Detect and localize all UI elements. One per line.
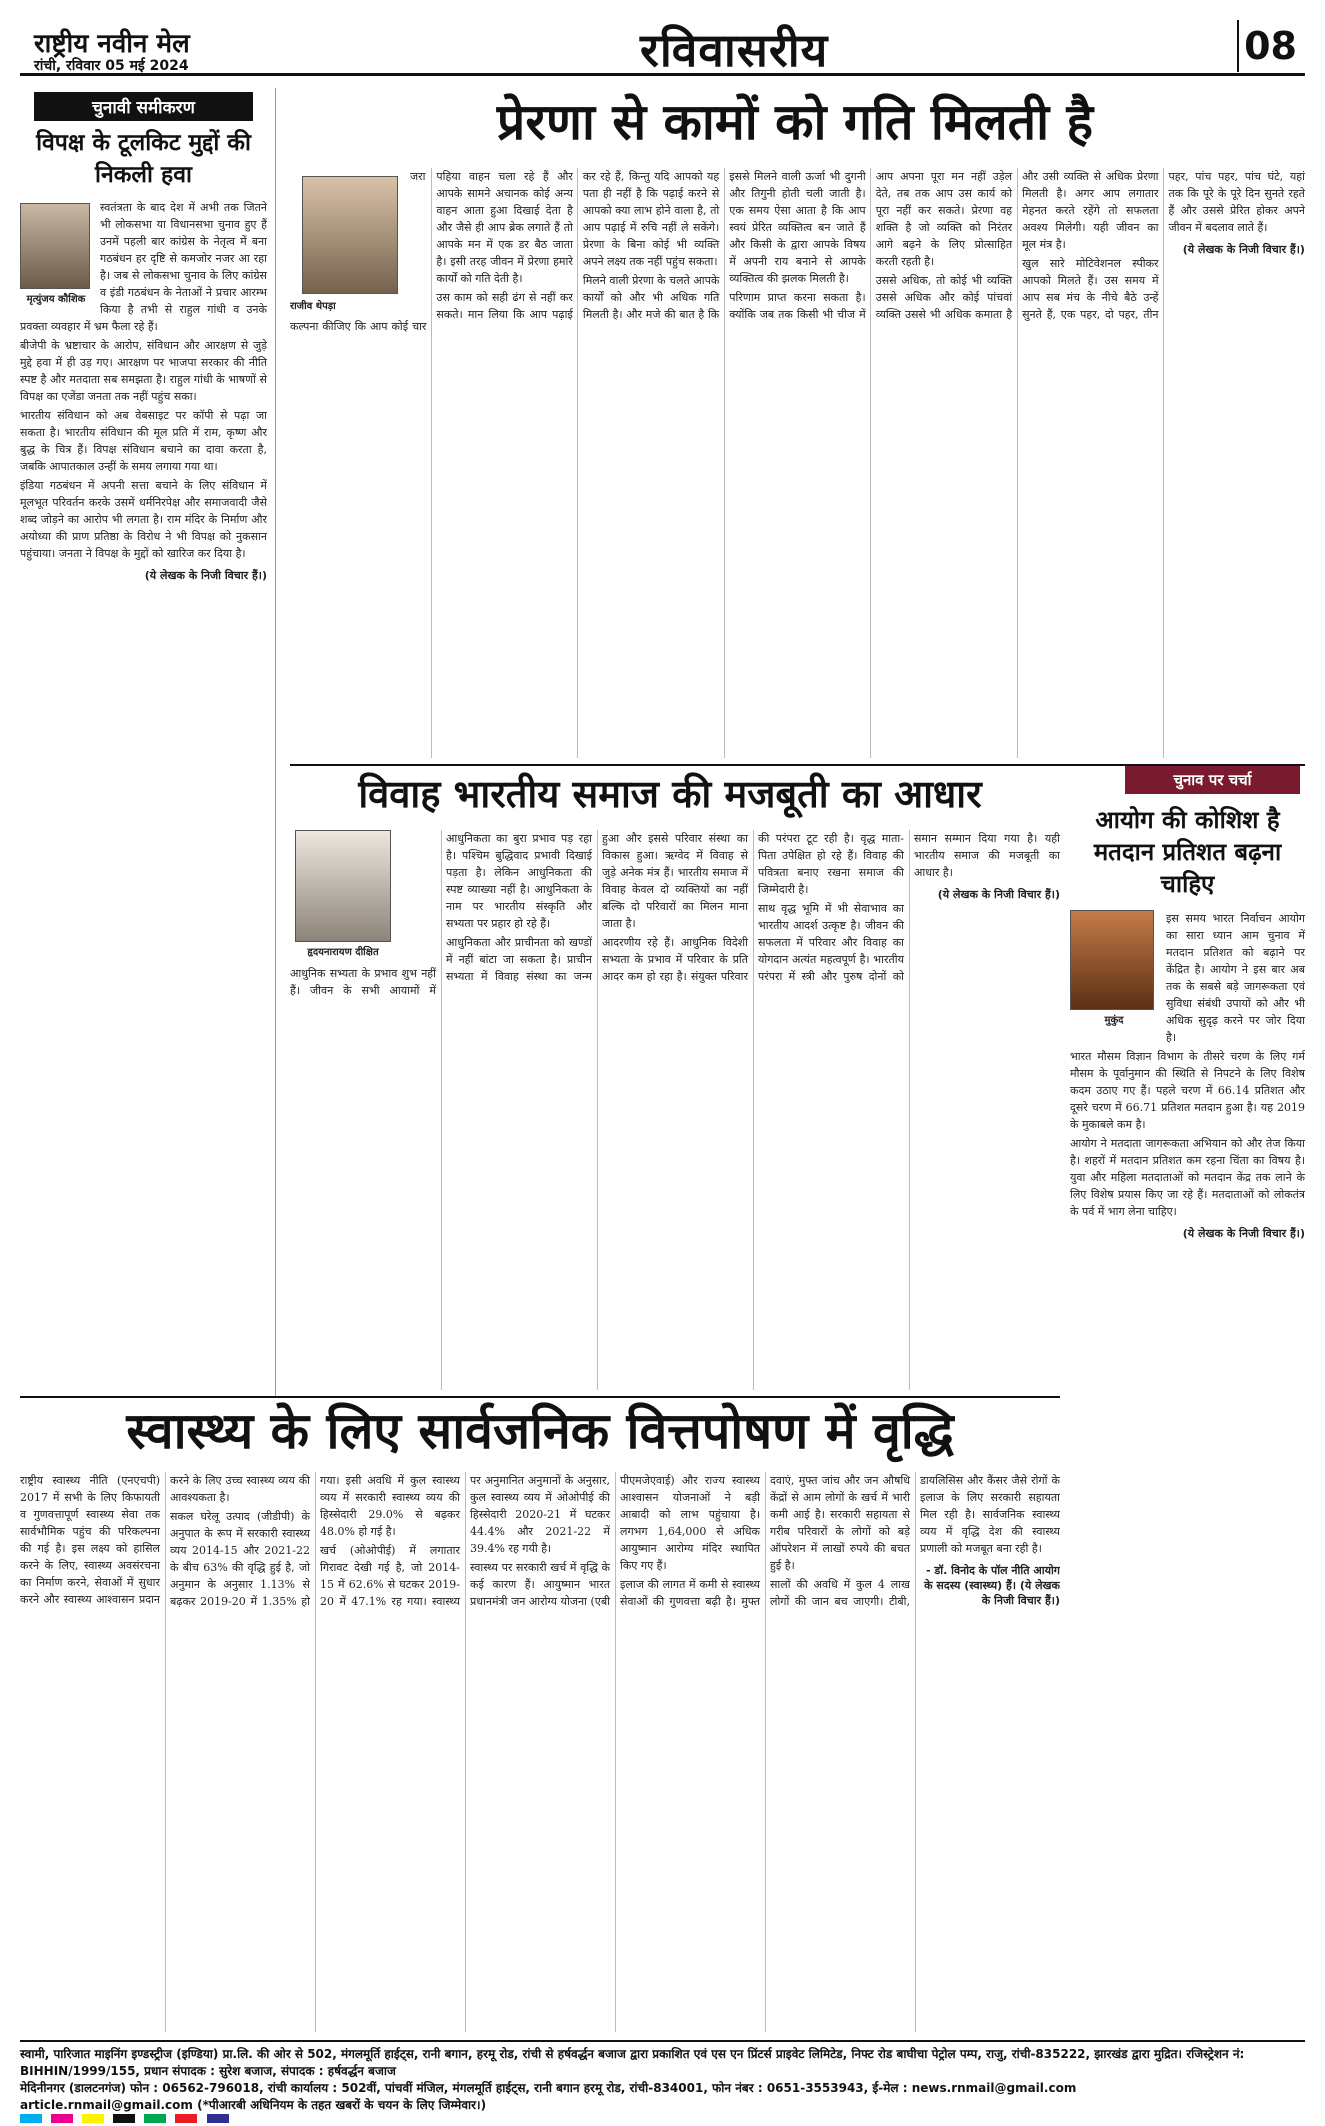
bottom-article: [20, 1472, 1060, 2032]
second-author-photo: [295, 830, 391, 942]
paragraph: भारतीय संविधान को अब वेबसाइट पर कॉपी से पढ़ा जा सकता है। भारतीय संविधान की मूल प्रति में राम, कृष्ण और बुद्ध के चित्र हैं। विपक्ष संविधान बचाने का दावा करता है, जबकि आपातकाल उन्हीं के समय लगाया गया था।: [20, 409, 267, 473]
imprint-line: मेदिनीनगर (डालटनगंज) फोन : 06562-796018, रांची कार्यालय : 502वीं, पांचवीं मंजिल, मंगलमूर्ति हाईट्स, रानी बगान हरमू रोड, रांची-834001, फोन नंबर : 0651-3553943, ई-मेल : news.rnmail@gmail.com: [20, 2081, 1077, 2095]
paragraph: स्वास्थ्य पर सरकारी खर्च में वृद्धि के कई कारण हैं। आयुष्मान भारत प्रधानमंत्री जन आरोग्य योजना (एबी पीएमजेएवाई) और राज्य स्वास्थ्य आश्वासन योजनाओं ने बड़ी आबादी को लाभ पहुंचाया है। लगभग 1,64,000 से अधिक आयुष्मान आरोग्य मंदिर स्थापित किए गए हैं।: [470, 1474, 760, 1608]
color-swatch: [144, 2114, 166, 2123]
section-title: रविवासरीय: [640, 23, 829, 77]
paragraph: भारत मौसम विज्ञान विभाग के तीसरे चरण के लिए गर्म मौसम के पूर्वानुमान की स्थिति से निपटने के लिए विशेष कदम उठाए गए हैं। पहले चरण में 66.14 प्रतिशत और दूसरे चरण में 66.71 प्रतिशत मतदान हुआ है। यह 2019 के मुकाबले कम है।: [1070, 1050, 1305, 1131]
right-author-photo: [1070, 910, 1154, 1010]
left-article: [20, 88, 276, 1398]
newspaper-name: राष्ट्रीय नवीन मेल: [34, 29, 190, 59]
right-article: [1070, 766, 1305, 2056]
paragraph: बीजेपी के भ्रष्टाचार के आरोप, संविधान और आरक्षण से जुड़े मुद्दे हवा में ही उड़ गए। आरक्षण पर भाजपा सरकार की नीति स्पष्ट है और मतदाता सब समझता है। राहुल गांधी के भाषणों से विपक्ष का एजेंडा जनता तक नहीं पहुंच सका।: [20, 339, 267, 403]
main-article: [290, 168, 1305, 758]
main-author-block: [290, 168, 410, 318]
disclaimer-note: (ये लेखक के निजी विचार हैं।): [937, 888, 1060, 901]
color-swatch: [207, 2114, 229, 2123]
bottom-article-body: [20, 1472, 1060, 2032]
paragraph: मिलने वाली प्रेरणा के चलते आपके कार्यों को और भी अधिक गति मिलती है। और मजे की बात है कि इससे मिलने वाली ऊर्जा भी दुगनी और तिगुनी होती चली जाती है। एक समय ऐसा आता है कि आप स्वयं प्रेरित व्यक्तित्व बन जाते हैं और किसी के द्वारा आपके विषय में अपनी राय बनाने से आपके व्यक्तित्व की झलक मिलती है।: [582, 170, 866, 321]
color-swatch: [82, 2114, 104, 2123]
page-number: 08: [1237, 20, 1301, 72]
paragraph: सकल घरेलू उत्पाद (जीडीपी) के अनुपात के रूप में सरकारी स्वास्थ्य व्यय 2014-15 और 2021-22 के बीच 63% की वृद्धि हुई है, जो अनुमान के अनुसार 1.13% से बढ़कर 2019-20 में 1.35% हो गया। इसी अवधि में कुल स्वास्थ्य व्यय में सरकारी स्वास्थ्य व्यय की हिस्सेदारी 29.0% से बढ़कर 48.0% हो गई है।: [170, 1474, 460, 1608]
disclaimer-note: (ये लेखक के निजी विचार हैं।): [1182, 243, 1305, 256]
paragraph: आधुनिकता और प्राचीनता को खण्डों में नहीं बांटा जा सकता है। प्राचीन सभ्यता में विवाह संस्था का जन्म हुआ और इससे परिवार संस्था का विकास हुआ। ऋग्वेद में विवाह से जुड़े अनेक मंत्र हैं। भारतीय समाज में विवाह केवल दो व्यक्तियों का नहीं बल्कि दो परिवारों का मिलन माना जाता है।: [446, 832, 748, 983]
right-article-kicker: चुनाव पर चर्चा: [1125, 766, 1300, 794]
divider: [20, 1396, 1060, 1398]
paragraph: उस काम को सही ढंग से नहीं कर सकते। मान लिया कि आप पढ़ाई कर रहे हैं, किन्तु यदि आपको यह पता ही नहीं है कि पढ़ाई करने से आपको क्या लाभ होने वाला है, तो आप पढ़ाई में रुचि नहीं ले सकेंगे। प्रेरणा के बिना कोई भी व्यक्ति अपने लक्ष्य तक नहीं पहुंच सकता।: [436, 170, 720, 321]
imprint-line: स्वामी, पारिजात माइनिंग इण्डस्ट्रीज (इण्डिया) प्रा.लि. की ओर से 502, मंगलमूर्ति हाईट्स, रानी बगान, हरमू रोड, रांची से हर्षवर्द्धन बजाज द्वारा प्रकाशित एवं एस एन प्रिंटर्स प्राइवेट लिमिटेड, निफ्ट रोड बाघीचा पेट्रोल पम्प, राजु, रांची-835222, झारखंड द्वारा मुद्रित। रजिस्ट्रेशन नं: BIHHIN/1999/155, प्रधान संपादक : सुरेश बजाज, संपादक : हर्षवर्द्धन बजाज: [20, 2047, 1245, 2078]
second-author-block: [290, 830, 396, 961]
masthead: [20, 18, 1305, 76]
disclaimer-note: (ये लेखक के निजी विचार हैं।): [144, 569, 267, 582]
right-author-block: [1070, 910, 1158, 1029]
main-author-photo: [302, 176, 398, 294]
left-author-block: [20, 203, 92, 308]
paragraph: सालों की अवधि में कुल 4 लाख लोगों की जान बच जाएगी। टीबी, डायलिसिस और कैंसर जैसे रोगों के इलाज के लिए सरकारी सहायता मिल रही है। सार्वजनिक स्वास्थ्य व्यय में वृद्धि देश की स्वास्थ्य प्रणाली को मजबूत बना रही है।: [770, 1474, 1060, 1608]
color-swatch: [113, 2114, 135, 2123]
paragraph: परिणाम प्राप्त करना सकता है। क्योंकि जब तक किसी भी चीज में आप अपना पूरा मन नहीं उड़ेल देते, तब तक आप उस कार्य को पूरा नहीं कर सकते। प्रेरणा वह शक्ति है जो व्यक्ति को निरंतर आगे बढ़ने के लिए प्रोत्साहित करती रहती है।: [729, 170, 1013, 321]
paragraph: खर्च (ओओपीई) में लगातार गिरावट देखी गई है, जो 2014-15 में 62.6% से घटकर 2019-20 में 47.1% रह गया। स्वास्थ्य पर अनुमानित अनुमानों के अनुसार, कुल स्वास्थ्य व्यय में ओओपीई की हिस्सेदारी 2020-21 में घटकर 44.4% और 2021-22 में 39.4% रह गयी है।: [320, 1474, 610, 1608]
main-article-headline: प्रेरणा से कामों को गति मिलती है: [496, 92, 1094, 151]
paragraph: आयोग ने मतदाता जागरूकता अभियान को और तेज किया है। शहरों में मतदान प्रतिशत कम रहना चिंता का विषय है। युवा और महिला मतदाताओं को मतदान केंद्र तक लाने के लिए विशेष प्रयास किए जा रहे हैं। मतदाताओं को लोकतंत्र के पर्व में भाग लेना चाहिए।: [1070, 1137, 1305, 1218]
main-author-name: राजीव थेपड़ा: [290, 301, 336, 312]
paragraph: इलाज की लागत में कमी से स्वास्थ्य सेवाओं की गुणवत्ता बढ़ी है। मुफ्त दवाएं, मुफ्त जांच और जन औषधि केंद्रों से आम लोगों के खर्च में भारी कमी आई है। सरकारी सहायता से गरीब परिवारों के लोगों को बड़े ऑपरेशन में लाखों रुपये की बचत हुई है।: [620, 1474, 910, 1608]
left-article-kicker: चुनावी समीकरण: [34, 92, 253, 121]
right-author-name: मुकुंद: [1104, 1015, 1124, 1026]
second-article-headline: विवाह भारतीय समाज की मजबूती का आधार: [358, 771, 982, 816]
paragraph: जरा कल्पना कीजिए कि आप कोई चार पहिया वाहन चला रहे हैं और आपके सामने अचानक कोई अन्य वाहन आता हुआ दिखाई देता है और जैसे ही आप ब्रेक लगाते हैं तो आपके मन में एक डर बैठ जाता है। इसी तरह जीवन में प्रेरणा हमारे कार्यों को गति देती है।: [290, 170, 573, 333]
paragraph: आधुनिक सभ्यता के प्रभाव शुभ नहीं हैं। जीवन के सभी आयामों में आधुनिकता का बुरा प्रभाव पड़ रहा है। पश्चिम बुद्धिवाद प्रभावी दिखाई पड़ता है। लेकिन आधुनिकता की स्पष्ट व्याख्या नहीं है। आधुनिकता के नाम पर भारतीय संस्कृति और सभ्यता पर प्रहार हो रहे हैं।: [290, 832, 592, 997]
second-article: [290, 830, 1060, 1390]
paragraph: साथ वृद्ध भूमि में भी सेवाभाव का भारतीय आदर्श उत्कृष्ट है। जीवन की सफलता में परिवार और विवाह का योगदान अत्यंत महत्वपूर्ण है। भारतीय परंपरा में स्त्री और पुरुष दोनों को समान सम्मान दिया गया है। यही भारतीय समाज की मजबूती का आधार है।: [758, 832, 1060, 983]
paragraph: इस समय भारत निर्वाचन आयोग का सारा ध्यान आम चुनाव में मतदान प्रतिशत को बढ़ाने पर केंद्रित है। आयोग ने इस बार अब तक के सबसे बड़े जागरूकता एवं सुविधा संबंधी उपायों को और भी अधिक सुदृढ़ करने पर जोर दिया है।: [1166, 912, 1305, 1044]
paragraph: आदरणीय रहे हैं। आधुनिक विदेशी सभ्यता के प्रभाव में परिवार के प्रति आदर कम हो रहा है। संयुक्त परिवार की परंपरा टूट रही है। वृद्ध माता-पिता उपेक्षित हो रहे हैं। विवाह की पवित्रता बनाए रखना समाज की जिम्मेदारी है।: [602, 832, 904, 983]
paragraph: स्वतंत्रता के बाद देश में अभी तक जितने भी लोकसभा या विधानसभा चुनाव हुए हैं उनमें पहली बार कांग्रेस के नेतृत्व में बना गठबंधन हर दृष्टि से कमजोर नजर आ रहा है। जब से लोकसभा चुनाव के लिए कांग्रेस व इंडी गठबंधन के नेताओं ने प्रचार आरम्भ किया है तभी से राहुल गांधी व उनके प्रवक्ता व्यवहार में भ्रम फैला रहे हैं।: [20, 201, 267, 333]
author-credit-note: - डॉ. विनोद के पॉल नीति आयोग के सदस्य (स्वास्थ्य) हैं। (ये लेखक के निजी विचार हैं।): [924, 1564, 1060, 1607]
second-article-body: [290, 830, 1060, 1390]
main-article-body: [290, 168, 1305, 758]
paragraph: इंडिया गठबंधन में अपनी सत्ता बचाने के लिए संविधान में मूलभूत परिवर्तन करके उसमें धर्मनिरपेक्ष और समाजवादी जैसे शब्द जोड़ने का आरोप भी लगता है। राम मंदिर के निर्माण और अयोध्या की प्राण प्रतिष्ठा के विरोध ने भी विपक्ष को नुकसान पहुंचाया। जनता ने विपक्ष के मुद्दों को खारिज कर दिया है।: [20, 479, 267, 560]
imprint-line: article.rnmail@gmail.com (*पीआरबी अधिनियम के तहत खबरों के चयन के लिए जिम्मेवार।): [20, 2098, 487, 2112]
paragraph: खुल सारे मोटिवेशनल स्पीकर आपको मिलते हैं। उस समय में आप सब मंच के नीचे बैठे उन्हें सुनते हैं, एक पहर, दो पहर, तीन पहर, पांच पहर, पांच घंटे, यहां तक कि पूरे के पूरे दिन सुनते रहते हैं और उससे प्रेरित होकर अपने जीवन में बदलाव लाते हैं।: [1022, 170, 1305, 321]
left-article-headline: विपक्ष के टूलकिट मुद्दों की निकली हवा: [36, 129, 251, 188]
left-author-name: मृत्युंजय कौशिक: [26, 294, 86, 305]
second-author-name: हृदयनारायण दीक्षित: [307, 947, 379, 958]
issue-date: रांची, रविवार 05 मई 2024: [34, 58, 189, 74]
color-swatch: [51, 2114, 73, 2123]
print-line: [20, 2040, 1305, 2112]
disclaimer-note: (ये लेखक के निजी विचार हैं।): [1182, 1227, 1305, 1240]
color-swatch: [20, 2114, 42, 2123]
registration-marks: [20, 2108, 1305, 2120]
bottom-article-headline: स्वास्थ्य के लिए सार्वजनिक वित्तपोषण में वृद्धि: [126, 1401, 954, 1460]
left-author-photo: [20, 203, 90, 289]
left-article-body: [20, 199, 267, 1389]
right-article-body: [1070, 910, 1305, 2070]
paragraph: राष्ट्रीय स्वास्थ्य नीति (एनएचपी) 2017 में सभी के लिए किफायती व गुणवत्तापूर्ण स्वास्थ्य सेवा तक सार्वभौमिक पहुंच की परिकल्पना की गई है। इस लक्ष्य को हासिल करने के लिए, स्वास्थ्य अवसंरचना का निर्माण करने, सेवाओं में सुधार करने और स्वास्थ्य आश्वासन प्रदान करने के लिए उच्च स्वास्थ्य व्यय की आवश्यकता है।: [20, 1474, 310, 1606]
right-article-headline: आयोग की कोशिश है मतदान प्रतिशत बढ़ना चाहिए: [1093, 805, 1282, 898]
paragraph: उससे अधिक, तो कोई भी व्यक्ति उससे अधिक और कोई पांचवां व्यक्ति उससे भी अधिक कमाता है और उसी व्यक्ति से अधिक प्रेरणा मिलती है। अगर आप लगातार मेहनत करते रहेंगे तो सफलता अवश्य मिलेगी। यही जीवन का मूल मंत्र है।: [875, 170, 1159, 321]
color-swatch: [175, 2114, 197, 2123]
